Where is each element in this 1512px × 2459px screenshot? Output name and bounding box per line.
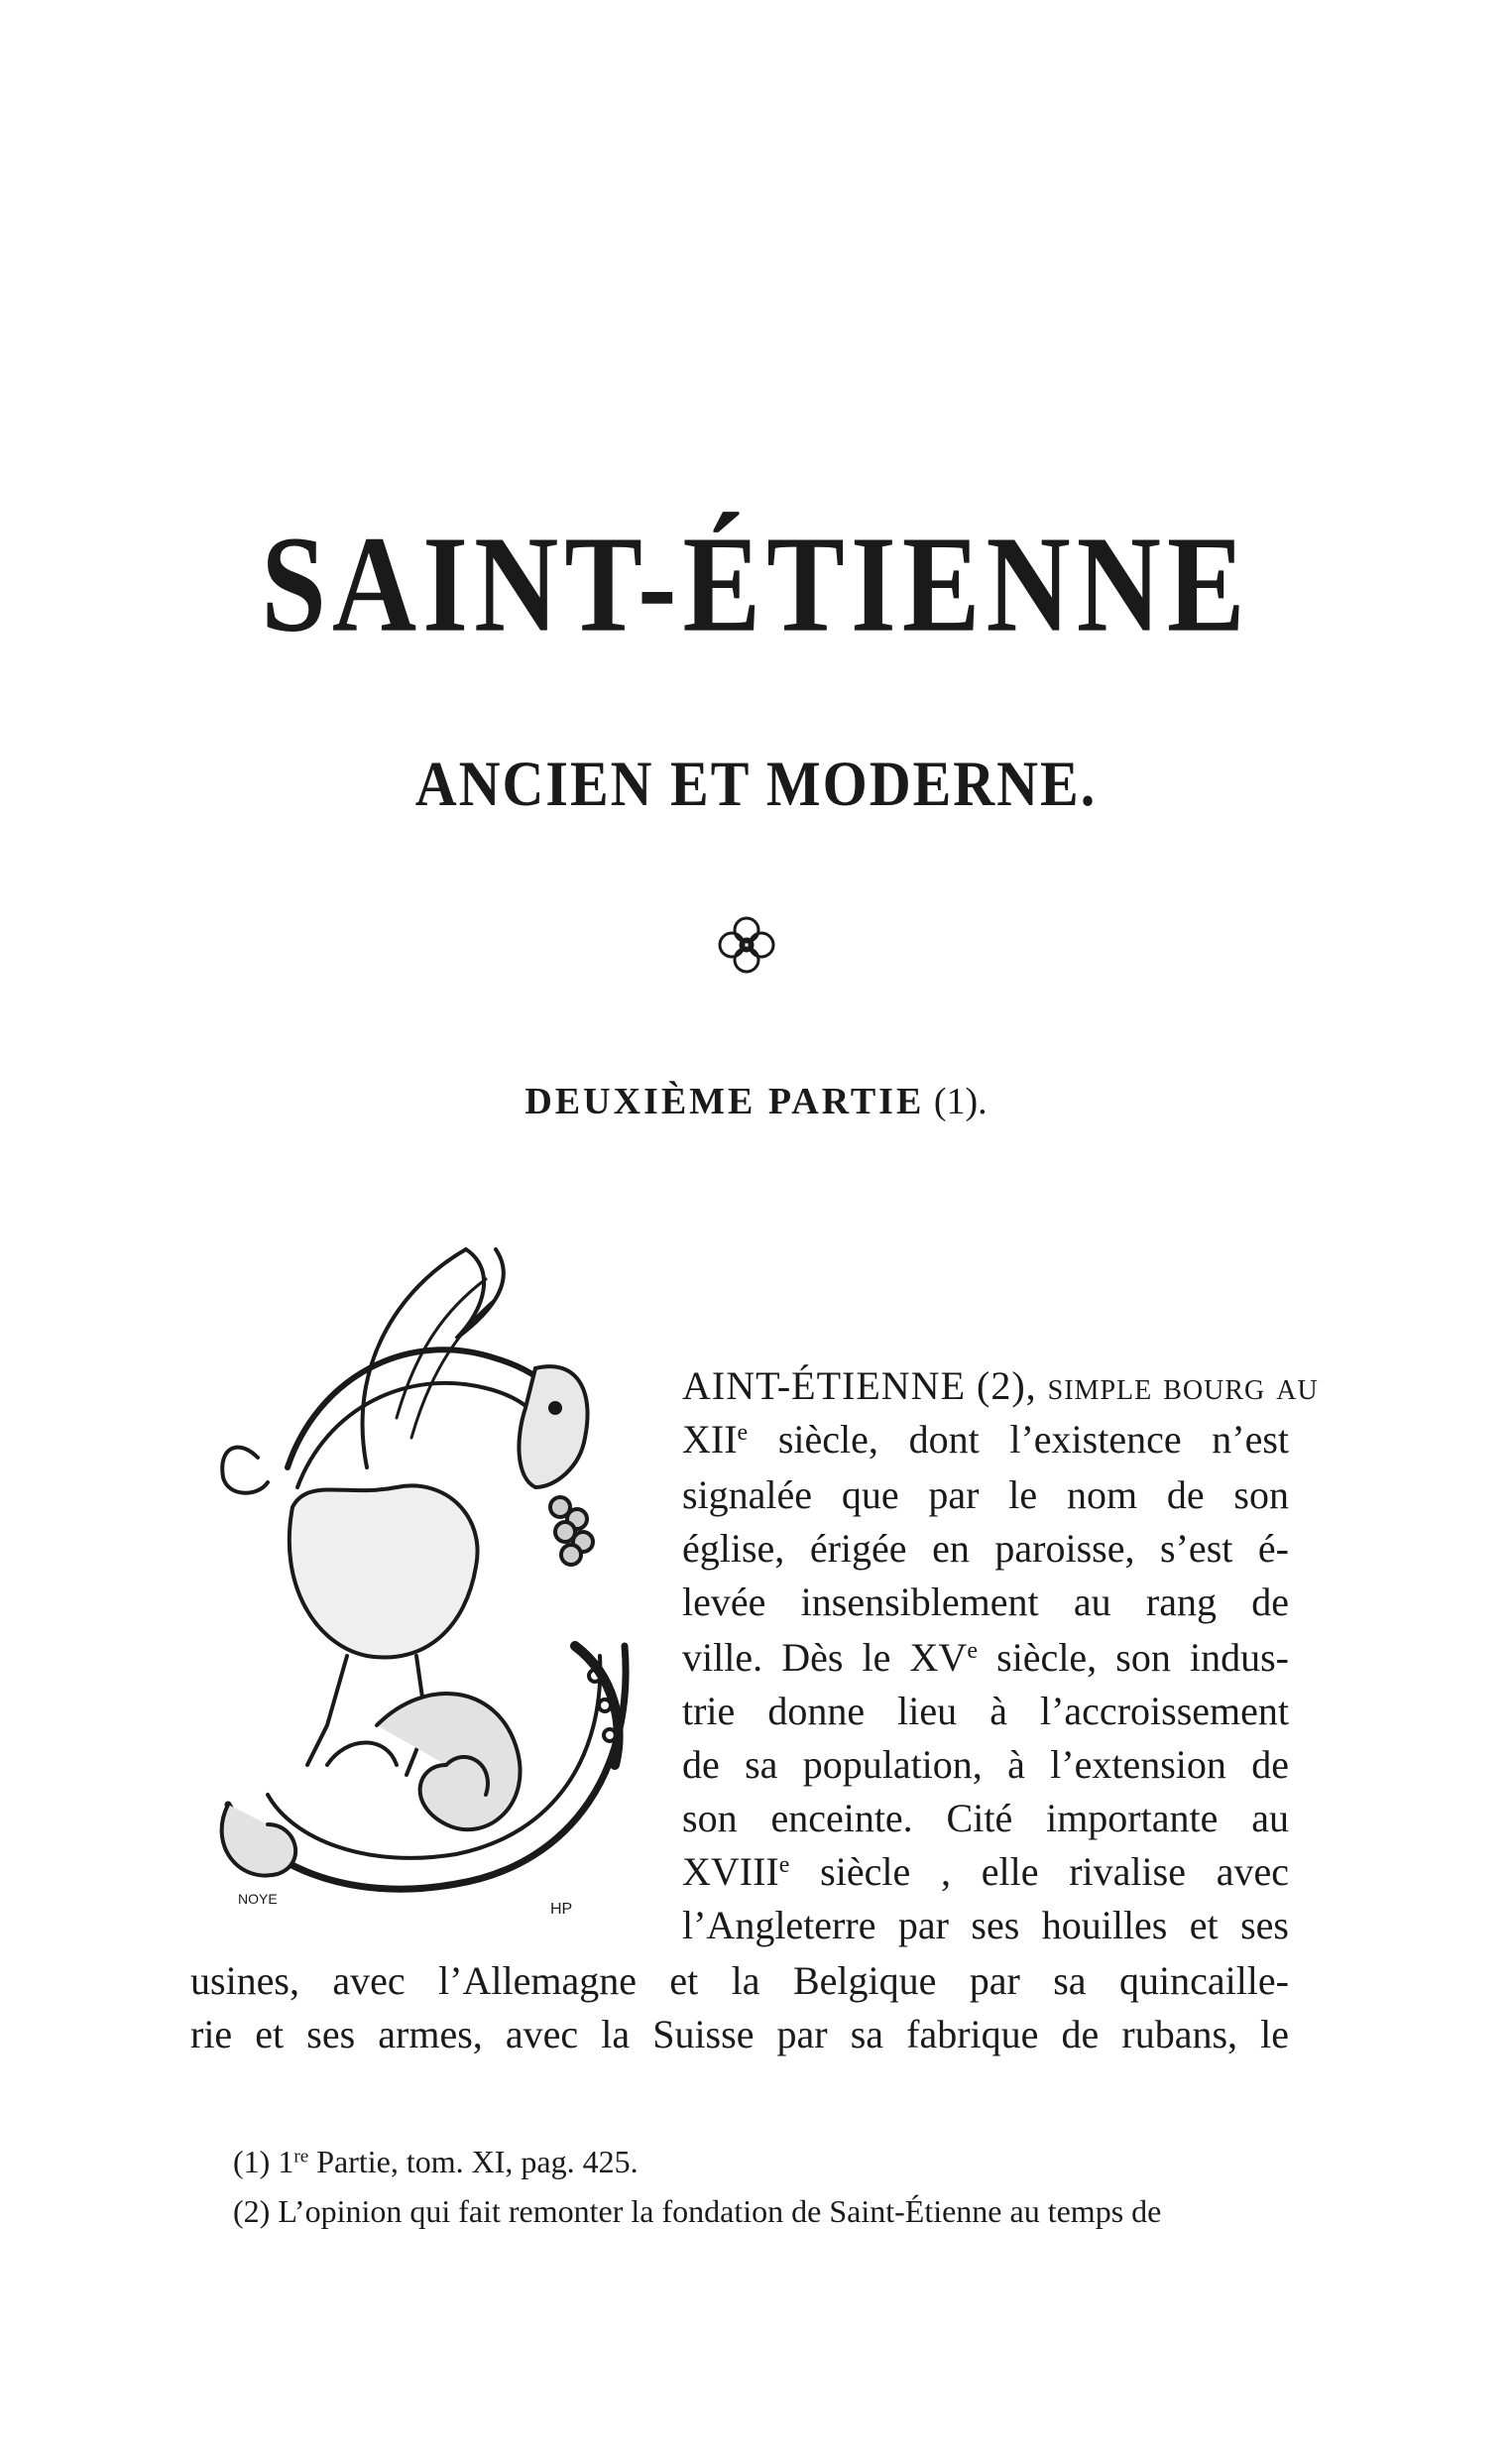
body-line-8: de sa population, à l’extension de bbox=[682, 1742, 1289, 1787]
dropcap-signature-right: HP bbox=[550, 1901, 573, 1918]
part-heading bbox=[0, 1083, 1512, 1120]
quatrefoil-ornament-icon bbox=[714, 912, 779, 978]
dropcap-signature-left: NOYE bbox=[238, 1891, 278, 1907]
body-line-4: église, érigée en paroisse, s’est é- bbox=[682, 1526, 1289, 1571]
body-line-3: signalée que par le nom de son bbox=[682, 1472, 1289, 1517]
body-line-11: l’Angleterre par ses houilles et ses bbox=[682, 1903, 1289, 1947]
page-title: SAINT-ÉTIENNE bbox=[261, 507, 1251, 661]
body-line-9: son enceinte. Cité importante au bbox=[682, 1796, 1289, 1840]
part-heading-label: DEUXIÈME PARTIE bbox=[524, 1081, 925, 1122]
body-line-5: levée insensiblement au rang de bbox=[682, 1580, 1289, 1624]
footnote-2: (2) L’opinion qui fait remonter la fondation de Saint-Étienne au temps de bbox=[233, 2193, 1162, 2229]
part-heading-note-ref: (1). bbox=[933, 1081, 988, 1122]
body-line-6: ville. Dès le XVe siècle, son indus- bbox=[682, 1635, 1290, 1680]
body-line-7: trie donne lieu à l’accroissement bbox=[682, 1689, 1289, 1733]
body-line-1: AINT-ÉTIENNE (2), simple bourg au bbox=[682, 1363, 1319, 1408]
page-subtitle: ANCIEN ET MODERNE. bbox=[414, 747, 1098, 820]
body-line-2: XIIe siècle, dont l’existence n’est bbox=[682, 1417, 1290, 1462]
footnote-1: (1) 1re Partie, tom. XI, pag. 425. bbox=[233, 2144, 639, 2179]
body-line-10: XVIIIe siècle , elle rivalise avec bbox=[682, 1849, 1289, 1894]
dropcap-illustration bbox=[198, 1210, 664, 1924]
body-line-12: usines, avec l’Allemagne et la Belgique par sa quincaille- bbox=[190, 1958, 1289, 2003]
body-line-13: rie et ses armes, avec la Suisse par sa fabrique de rubans, le bbox=[190, 2012, 1289, 2056]
